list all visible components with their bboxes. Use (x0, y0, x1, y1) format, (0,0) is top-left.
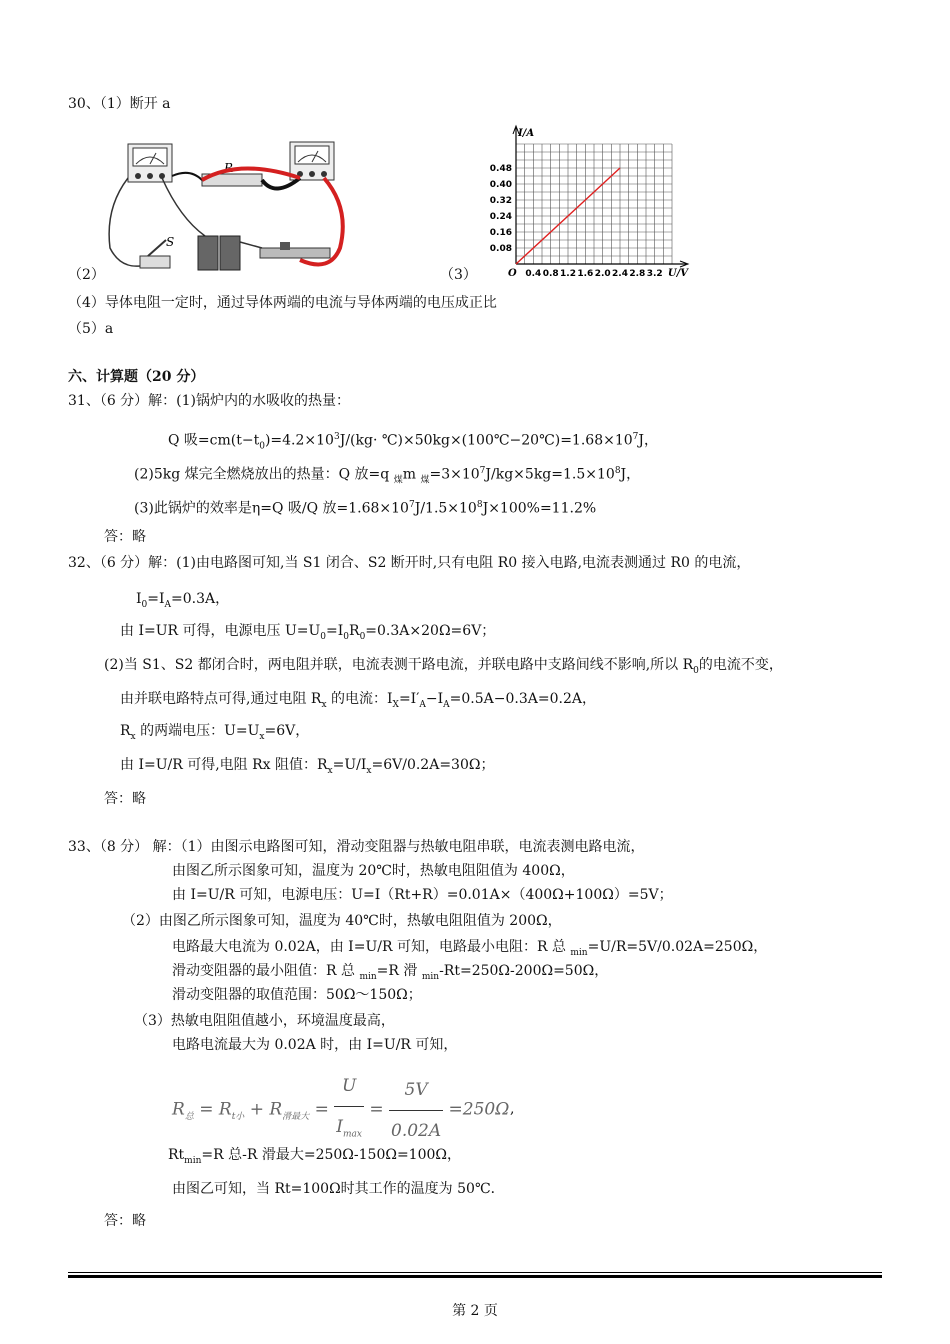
q33-equation: $R_总 = R_{t小} + R_{滑最大}$ = $\frac{U}{I_{max}}$ = $\frac{5V}{0.02A}$ =250Ω (172, 1066, 509, 1154)
q33-line3: 由 I=U/R 可知，电源电压：U=I（Rt+R）=0.01A×（400Ω+100Ω）=5V； (172, 887, 673, 903)
q32-line-source-voltage: 由 I=UR 可得，电源电压 $U=U_0=I_0R_0=0.3A\times 20\Omega=6V$； (120, 623, 496, 642)
y-tick-label: 0.24 (489, 212, 512, 222)
q31-formula2: (2)5kg 煤完全燃烧放出的热量：Q 放=q $_煤$m $_煤=3\times 10^7J/kg\times 5kg=1.5\times 10^8J$， (134, 466, 641, 486)
y-tick-label: 0.48 (489, 164, 512, 174)
y-tick-label: 0.08 (489, 244, 512, 254)
x-tick-label: 0.8 (542, 269, 559, 279)
q33-line2: 由图乙所示图象可知，温度为 20℃时，热敏电阻阻值为 400Ω， (172, 863, 575, 879)
iu-chart (478, 118, 710, 282)
q32-head: 32、（6 分）解：(1)由电路图可知,当 S1 闭合、S2 断开时,只有电阻 R0 接入电路,电流表测通过 R0 的电流， (68, 555, 751, 571)
q33-line4: （2）由图乙所示图象可知，温度为 40℃时，热敏电阻阻值为 200Ω， (122, 913, 562, 929)
q31-formula1: Q 吸$=cm(t-t_0)=4.2\times 10^3J/(kg\cdot$ $℃)\times 50kg\times(100℃-20℃)=1.68\times 10^7J$， (168, 432, 659, 452)
q33-line-last: 由图乙可知，当 Rt=100Ω时其工作的温度为 50℃． (172, 1181, 505, 1197)
q32-line-i0: $I_0=I_A=0.3A$， (136, 591, 230, 610)
y-tick-label: 0.40 (489, 180, 512, 190)
q30-line5: （5）a (68, 321, 114, 337)
q33-line7: 滑动变阻器的取值范围：50Ω～150Ω； (172, 987, 422, 1003)
q30-part3-label: （3） (440, 267, 477, 283)
q31-head: 31、（6 分）解：(1)锅炉内的水吸收的热量： (68, 393, 351, 409)
q33-line6: 滑动变阻器的最小阻值：R 总 $_{min}$=R 滑 $_{min}$-Rt=250Ω-200Ω=50Ω， (172, 963, 609, 982)
q33-answer: 答：略 (104, 1213, 146, 1229)
page-number: 第 2 页 (452, 1303, 498, 1319)
resistor-label: R (224, 161, 234, 175)
footer-rule (68, 1272, 882, 1278)
q32-line-ux: $R_x$ 的两端电压：$U=U_x=6V$， (120, 723, 310, 742)
y-tick-label: 0.16 (489, 228, 512, 238)
section-title: 六、计算题（20 分） (68, 369, 205, 385)
x-tick-label: 2.8 (629, 269, 646, 279)
q32-part2: (2)当 S1、S2 都闭合时，两电阻并联，电流表测干路电流，并联电路中支路间线不影响,所以 $R_0$的电流不变， (104, 657, 783, 676)
circuit-figure (100, 138, 350, 280)
q33-head: 33、（8 分） 解：（1）由图示电路图可知，滑动变阻器与热敏电阻串联，电流表测电路电流， (68, 839, 645, 855)
q30-part2-label: （2） (68, 267, 105, 283)
y-tick-label: 0.32 (489, 196, 512, 206)
q32-answer: 答：略 (104, 791, 146, 807)
x-tick-label: 2.4 (612, 269, 628, 279)
x-tick-label: 3.2 (646, 269, 663, 279)
q31-formula3: (3)此锅炉的效率是η=Q 吸/Q 放$=1.68\times 10^7J/1.5\times 10^8J\times 100\%=11.2\%$ (134, 500, 597, 517)
x-tick-label: 2.0 (594, 269, 611, 279)
q33-line-rtmin: $Rt_{min}=R$ 总-R 滑最大=250Ω-150Ω=100Ω， (168, 1147, 462, 1166)
q33-line9: 电路电流最大为 0.02A 时，由 I=U/R 可知， (172, 1037, 458, 1053)
q32-line-ix: 由并联电路特点可得,通过电阻 $R_x$ 的电流：$I_X=I'_A-I_A=0.5A-0.3A=0.2A$， (120, 691, 596, 710)
x-tick-label: 1.2 (560, 269, 576, 279)
q30-line4: （4）导体电阻一定时，通过导体两端的电流与导体两端的电压成正比 (68, 295, 497, 311)
x-axis-label: U/V (667, 268, 688, 279)
q33-eq-comma: , (510, 1101, 515, 1117)
x-tick-label: 0.4 (525, 269, 542, 279)
switch-label: S (166, 235, 175, 249)
origin-label: O (508, 268, 517, 279)
y-axis-label: I/A (518, 128, 535, 139)
battery-icon (198, 236, 218, 270)
q30-line1: 30、（1）断开 a (68, 96, 171, 112)
q33-line8: （3）热敏电阻阻值越小，环境温度最高， (134, 1013, 395, 1029)
x-tick-label: 1.6 (577, 269, 594, 279)
q33-line5: 电路最大电流为 0.02A，由 I=U/R 可知，电路最小电阻：R 总 $_{min}$=U/R=5V/0.02A=250Ω， (172, 939, 768, 958)
q31-answer: 答：略 (104, 529, 146, 545)
rheostat-icon (260, 248, 330, 258)
switch-icon (140, 256, 170, 268)
q32-line-rx: 由 I=U/R 可得,电阻 Rx 阻值：$R_x=U/I_x=6V/0.2A=30\Omega$； (120, 757, 495, 776)
